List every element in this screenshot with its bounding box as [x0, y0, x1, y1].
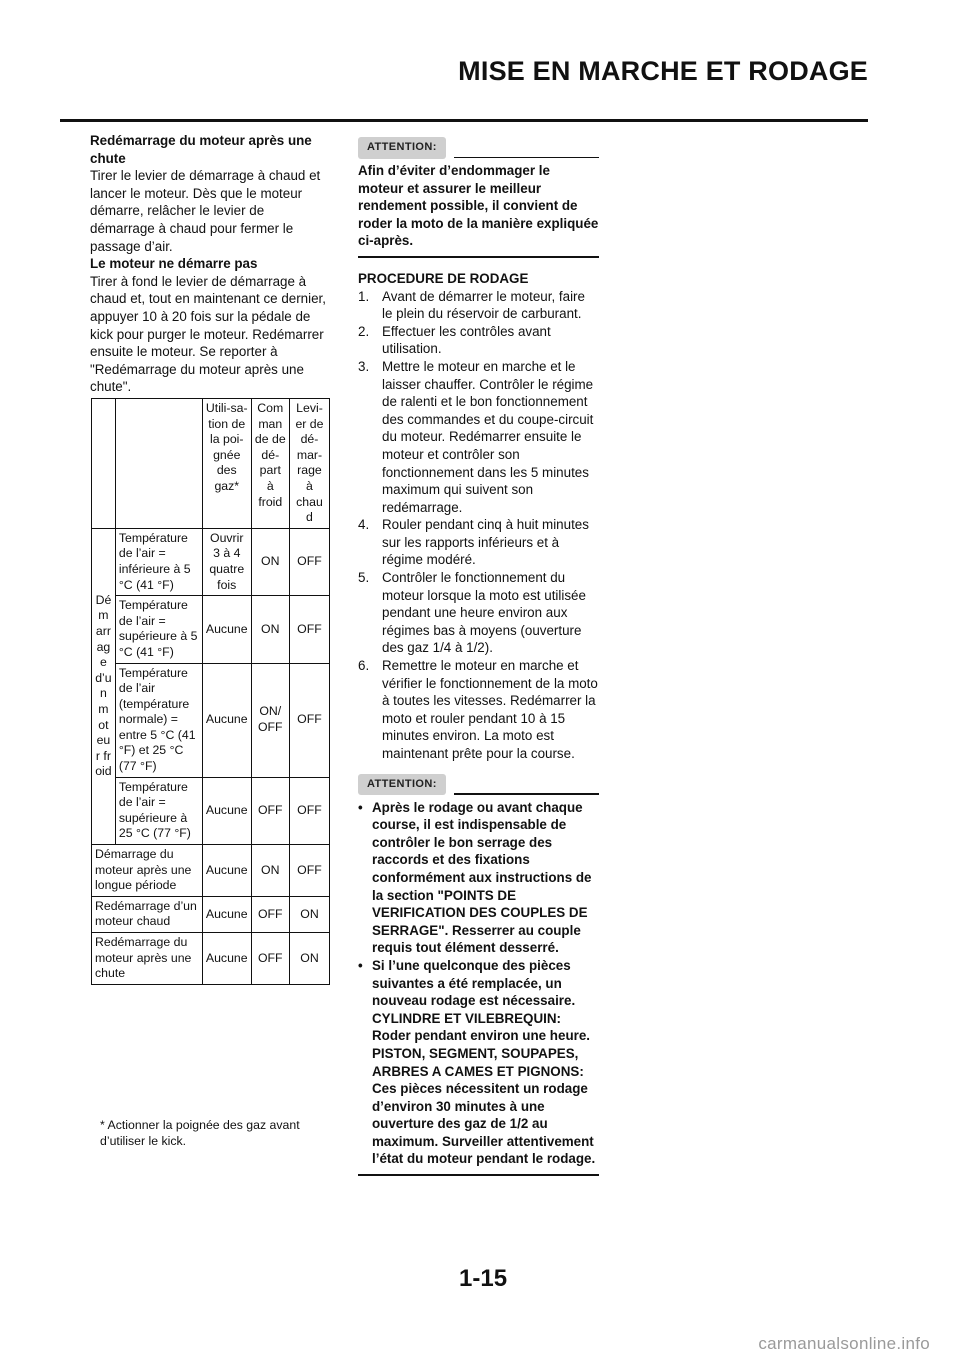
row-cold: OFF [251, 933, 289, 985]
row-hot: OFF [289, 777, 329, 844]
sub-item-title: CYLINDRE ET VILEBREQUIN: [372, 1010, 561, 1026]
row-condition: Température de l’air = inférieure à 5 °C (41 °F) [115, 528, 202, 595]
step-number: 5. [358, 570, 370, 586]
attention-badge: ATTENTION: [358, 774, 446, 796]
attention-badge: ATTENTION: [358, 137, 446, 159]
table-row [92, 596, 330, 663]
table-row [92, 933, 330, 985]
attention-bullets [358, 799, 599, 1168]
row-hot: ON [289, 933, 329, 985]
table-row [92, 777, 330, 844]
row-throttle: Aucune [202, 777, 251, 844]
header-rule [60, 119, 868, 122]
row-hot: ON [289, 896, 329, 932]
step-text: Avant de démarrer le moteur, faire le plein du réservoir de carburant. [382, 288, 585, 322]
list-item [358, 569, 599, 657]
page-number: 1-15 [459, 1265, 508, 1292]
right-column [358, 138, 599, 1176]
list-item [358, 358, 599, 516]
bullet-icon: • [358, 957, 363, 973]
step-text: Mettre le moteur en marche et le laisser chauffer. Contrôler le régime de ralenti et le bon fonctionnement des commandes et du coupe-circuit du moteur. Redémarrer ensuite le moteur et contrôler son fonctionnement dans les 5 minutes maximum qui suivent son redémarrage. [382, 358, 594, 515]
step-text: Contrôler le fonctionnement du moteur lorsque la moto est utilisée pendant une heure environ aux régimes bas à moyens (ouverture des gaz 1/4 à 1/2). [382, 570, 586, 656]
list-item [358, 957, 599, 1168]
row-hot: OFF [289, 663, 329, 777]
list-item [358, 323, 599, 358]
row-throttle: Aucune [202, 663, 251, 777]
start-settings-table [91, 398, 330, 985]
row-hot: OFF [289, 596, 329, 663]
bullet-text: Si l’une quelconque des pièces suivantes a été remplacée, un nouveau rodage est nécessaire. [372, 957, 576, 1009]
bullet-text: Après le rodage ou avant chaque course, il est indispensable de contrôler le bon serrage des raccords et des fixations conformément aux instructions de la section "POINTS DE VERIFICATION DES COUPLES DE SERRAGE". Resserrer au couple requis tout élément desserré. [372, 799, 592, 956]
sub-item-text: Roder pendant environ une heure. [372, 1028, 590, 1044]
page-title: MISE EN MARCHE ET RODAGE [458, 56, 868, 86]
table-row [92, 845, 330, 897]
table-footnote: * Actionner la poignée des gaz avant d’utiliser le kick. [100, 1118, 300, 1148]
step-number: 3. [358, 358, 370, 374]
attention-text-1: Afin d’éviter d’endommager le moteur et assurer le meilleur rendement possible, il convient de roder la moto de la manière expliquée ci-après. [358, 163, 599, 249]
attention-rule [454, 793, 599, 795]
bullet-icon: • [358, 799, 363, 815]
step-number: 6. [358, 658, 370, 674]
restart-fall-heading: Redémarrage du moteur après une chute [90, 133, 312, 166]
list-item [358, 799, 599, 957]
procedure-steps [358, 288, 599, 763]
table-header-row [92, 399, 330, 529]
row-condition: Température de l’air = supérieure à 5 °C (41 °F) [115, 596, 202, 663]
row-condition: Température de l’air (température normale) = entre 5 °C (41 °F) et 25 °C (77 °F) [115, 663, 202, 777]
row-hot: OFF [289, 845, 329, 897]
restart-fall-text: Tirer le levier de démarrage à chaud et lancer le moteur. Dès que le moteur démarre, relâcher le levier de démarrage à chaud pour fermer le passage d’air. [90, 168, 321, 254]
sub-item-title: PISTON, SEGMENT, SOUPAPES, ARBRES A CAMES ET PIGNONS: [372, 1045, 584, 1079]
row-cold: ON [251, 528, 289, 595]
row-cold: ON [251, 596, 289, 663]
sub-item-text: Ces pièces nécessitent un rodage d’environ 30 minutes à une ouverture des gaz de 1/2 au maximum. Surveiller attentivement l’état du moteur pendant le rodage. [372, 1081, 596, 1167]
row-throttle: Ouvrir 3 à 4 quatre fois [202, 528, 251, 595]
row-group-label: Démarrage d’un moteur froid [92, 528, 116, 844]
procedure-heading: PROCEDURE DE RODAGE [358, 270, 529, 286]
table-row [92, 663, 330, 777]
no-start-heading: Le moteur ne démarre pas [90, 256, 258, 272]
attention-rule [454, 157, 599, 159]
header-throttle: Utili-sa-tion de la poi-gnée des gaz* [202, 399, 251, 529]
header-hot-start: Levi-er de dé-mar-rage à chau d [289, 399, 329, 529]
step-number: 4. [358, 517, 370, 533]
attention-end-rule [358, 256, 599, 258]
row-throttle: Aucune [202, 596, 251, 663]
row-hot: OFF [289, 528, 329, 595]
table-row [92, 528, 330, 595]
step-text: Rouler pendant cinq à huit minutes sur les rapports inférieurs et à régime modéré. [382, 517, 589, 568]
header-cold-start: Com man de de dé-part à froid [251, 399, 289, 529]
row-condition: Redémarrage du moteur après une chute [92, 933, 203, 985]
row-condition: Température de l’air = supérieure à 25 °C (77 °F) [115, 777, 202, 844]
attention-header-2 [358, 775, 599, 795]
row-condition: Redémarrage d’un moteur chaud [92, 896, 203, 932]
list-item [358, 657, 599, 763]
row-cold: ON [251, 845, 289, 897]
table-row [92, 896, 330, 932]
step-number: 1. [358, 288, 370, 304]
no-start-text: Tirer à fond le levier de démarrage à chaud et, tout en maintenant ce dernier, appuyer 10 à 20 fois sur la pédale de kick pour purger le moteur. Redémarrer ensuite le moteur. Se reporter à "Redémarrage du moteur après une chute". [90, 273, 326, 395]
left-column [90, 132, 330, 396]
row-throttle: Aucune [202, 933, 251, 985]
list-item [358, 516, 599, 569]
row-cold: ON/ OFF [251, 663, 289, 777]
row-throttle: Aucune [202, 896, 251, 932]
row-condition: Démarrage du moteur après une longue période [92, 845, 203, 897]
watermark: carmanualsonline.info [758, 1334, 930, 1353]
row-cold: OFF [251, 777, 289, 844]
step-text: Effectuer les contrôles avant utilisation. [382, 323, 551, 357]
row-throttle: Aucune [202, 845, 251, 897]
list-item [358, 288, 599, 323]
attention-header-1 [358, 138, 599, 158]
step-text: Remettre le moteur en marche et vérifier le fonctionnement de la moto à toutes les vitesses. Redémarrer la moto et rouler pendant 10 à 15 minutes environ. La moto est maintenant prête pour la course. [382, 658, 598, 761]
row-cold: OFF [251, 896, 289, 932]
attention-end-rule [358, 1174, 599, 1176]
step-number: 2. [358, 323, 370, 339]
